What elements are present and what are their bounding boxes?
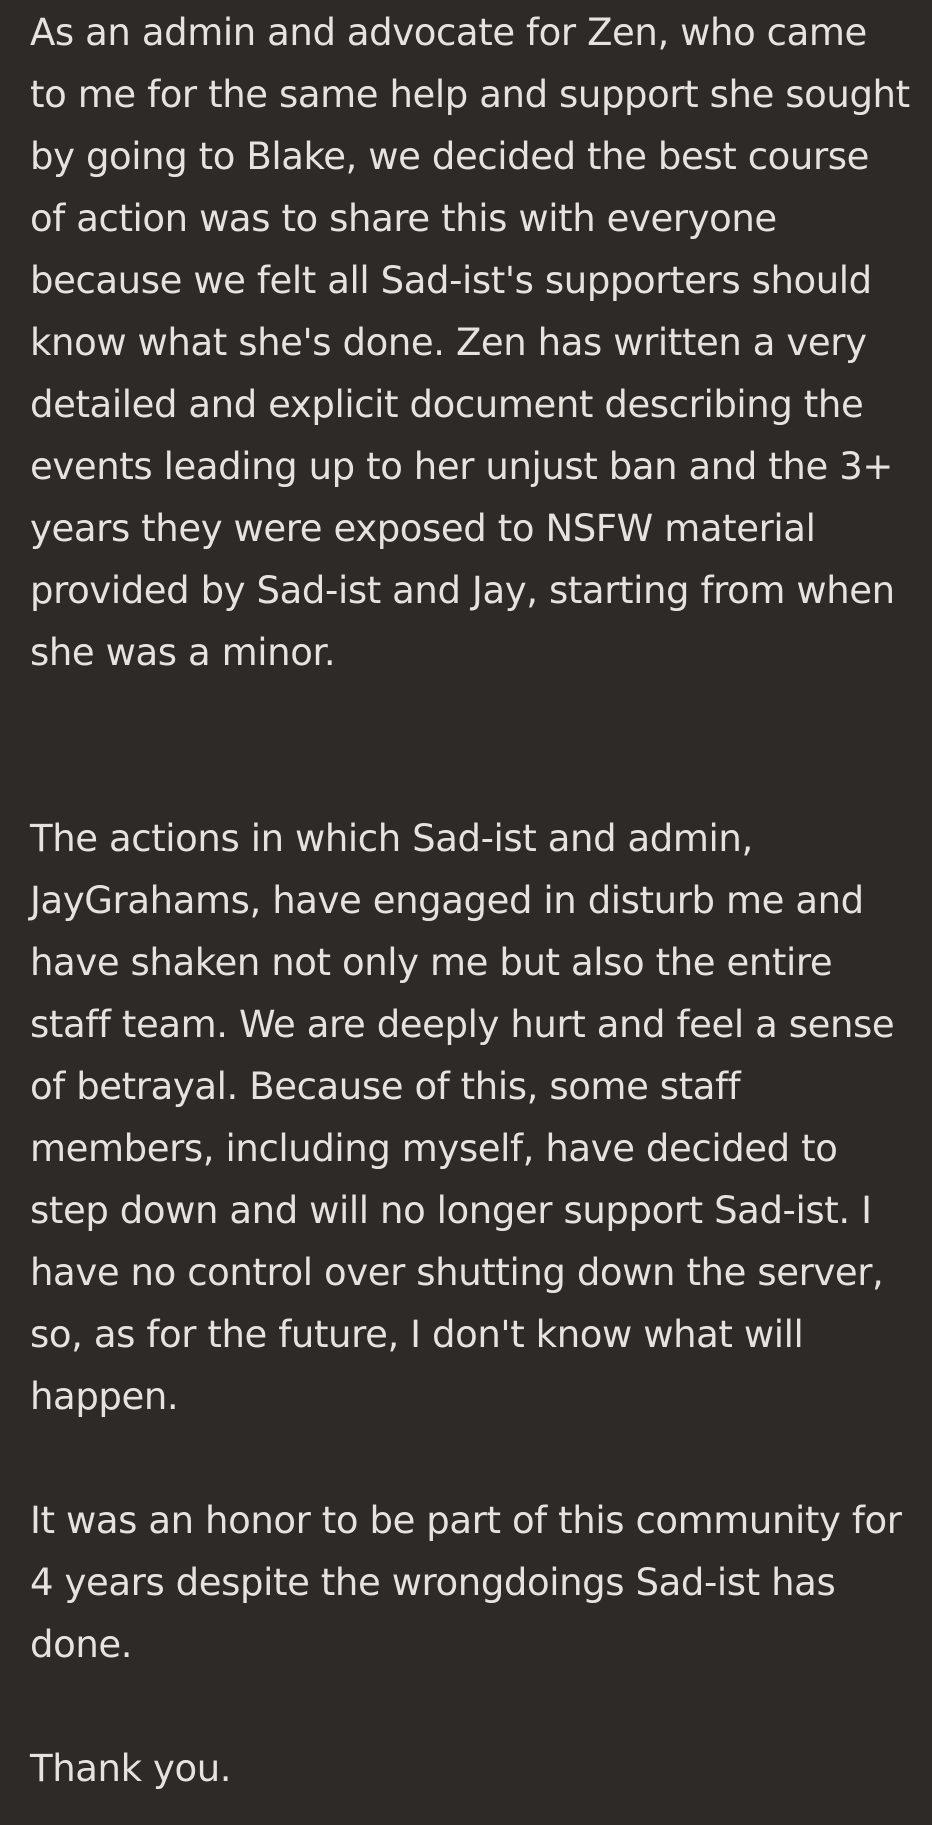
message-paragraph-1: As an admin and advocate for Zen, who came to me for the same help and support she sought by going to Blake, we decided the best course of action was to share this with everyone because we felt all Sad-ist's supporters should know what she's done. Zen has written a very detailed and explicit document describing the events leading up to her unjust ban and the 3+ years they were exposed to NSFW material provided by Sad-ist and Jay, starting from when she was a minor. [30, 11, 910, 674]
message-paragraph-4: Thank you. [30, 1747, 232, 1790]
message-paragraph-3: It was an honor to be part of this community for 4 years despite the wrongdoings Sad-ist has done. [30, 1499, 902, 1666]
message-paragraph-2: The actions in which Sad-ist and admin, JayGrahams, have engaged in disturb me and have shaken not only me but also the entire staff team. We are deeply hurt and feel a sense of betrayal. Because of this, some staff members, including myself, have decided to step down and will no longer support Sad-ist. I have no control over shutting down the server, so, as for the future, I don't know what will happen. [30, 817, 895, 1418]
